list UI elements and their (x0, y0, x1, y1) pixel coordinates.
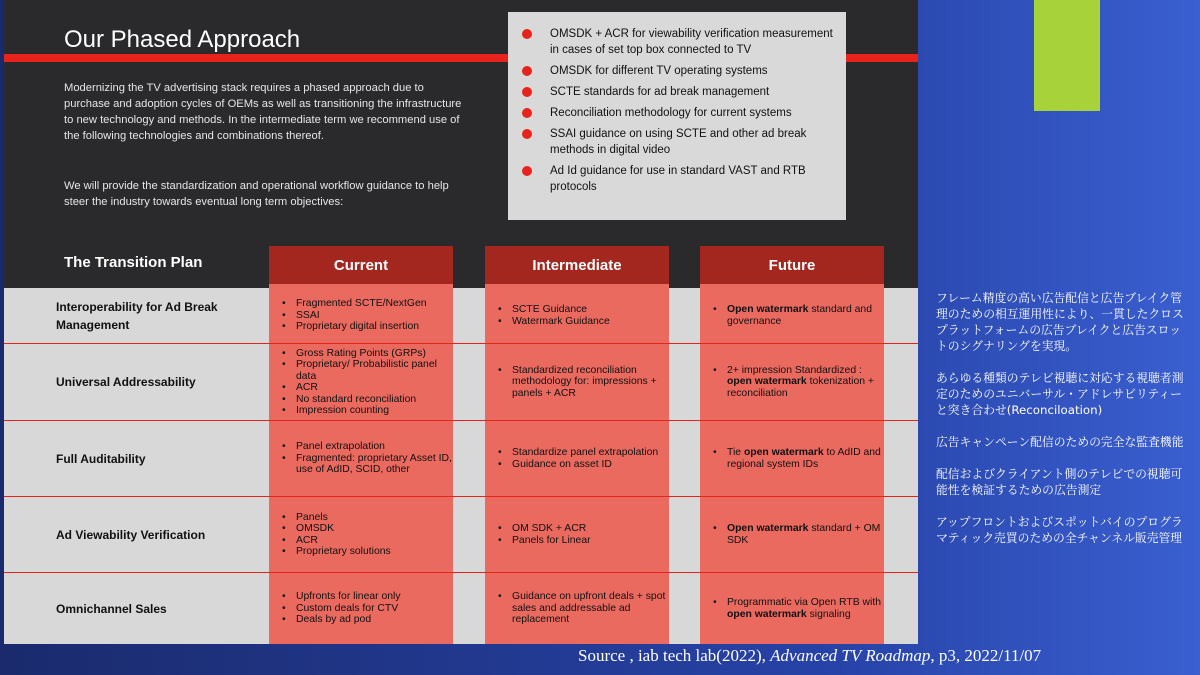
list-item: • Gross Rating Points (GRPs) (280, 348, 458, 360)
list-item: • Guidance on asset ID (496, 459, 674, 471)
list-item: • Proprietary/ Probabilistic panel data (280, 359, 458, 382)
list-item: • Watermark Guidance (496, 316, 674, 328)
jp-note: アップフロントおよびスポットバイのプログラマティック売買のための全チャンネル販売管理 (936, 515, 1183, 545)
tech-item-text: SSAI guidance on using SCTE and other ad break methods in digital video (550, 128, 807, 156)
cell-text: Tie (727, 447, 744, 458)
list-item (711, 447, 889, 470)
bullet-list (711, 597, 889, 620)
cell-text: to AdID and regional system IDs (727, 447, 881, 470)
cell-text: standard + OM SDK (727, 523, 881, 546)
table-cell-future (711, 421, 889, 496)
tech-item-text: OMSDK for different TV operating systems (550, 65, 768, 77)
red-bullet-icon (522, 129, 532, 139)
cell-text: signaling (806, 608, 851, 620)
list-item: • Impression counting (280, 405, 458, 417)
list-item (711, 365, 889, 400)
row-label: Full Auditability (56, 451, 146, 466)
table-cell-current (280, 573, 458, 644)
source-title: Advanced TV Roadmap (770, 646, 931, 665)
slide-panel (4, 0, 918, 644)
bullet-list (496, 523, 674, 546)
bullet-list (711, 523, 889, 546)
list-item: • Upfronts for linear only (280, 591, 458, 603)
red-bullet-icon (522, 108, 532, 118)
cell-text: Programmatic via Open RTB with (727, 597, 881, 608)
table-cell-intermediate (496, 497, 674, 572)
table-cell-intermediate (496, 421, 674, 496)
bullet-list (280, 348, 458, 417)
list-item: • Deals by ad pod (280, 614, 458, 626)
cell-bold-text: Open watermark (727, 304, 809, 315)
table-cell-future (711, 288, 889, 343)
table-cell-current (280, 344, 458, 420)
cell-bold-text: open watermark (727, 608, 807, 620)
bullet-list (711, 447, 889, 470)
cell-bold-text: open watermark (743, 447, 824, 458)
bullet-list (496, 304, 674, 327)
bullet-list (280, 441, 458, 476)
list-item: • ACR (280, 382, 458, 394)
bullet-list (496, 365, 674, 400)
cell-text: standard and governance (727, 304, 872, 327)
bullet-list (711, 365, 889, 400)
cell-bold-text: open watermark (727, 376, 807, 388)
transition-plan-title: The Transition Plan (64, 254, 203, 271)
source-suffix: , p3, 2022/11/07 (930, 646, 1042, 665)
jp-note: あらゆる種類のテレビ視聴に対応する視聴者測定のためのユニバーサル・アドレサビリティーと突き合わせ(Reconciloation) (936, 371, 1184, 417)
tech-item (522, 126, 836, 158)
row-label: Ad Viewability Verification (56, 527, 206, 542)
list-item: • Fragmented SCTE/NextGen (280, 298, 458, 310)
list-item: • Panel extrapolation (280, 441, 458, 453)
table-cell-intermediate (496, 573, 674, 644)
cell-bold-text: Open watermark (727, 523, 809, 534)
list-item: • Proprietary solutions (280, 546, 458, 558)
list-item: • ACR (280, 535, 458, 547)
list-item: • OM SDK + ACR (496, 523, 674, 535)
tech-item (522, 26, 836, 58)
column-header-intermediate: Intermediate (485, 246, 669, 284)
jp-note: フレーム精度の高い広告配信と広告ブレイク管理のための相互運用性により、一貫したクロスプラットフォームの広告ブレイクと広告スロットのシグナリングを実現。 (936, 291, 1184, 353)
row-label: Omnichannel Sales (56, 601, 167, 616)
tech-item-text: Reconciliation methodology for current systems (550, 107, 792, 119)
source-citation (578, 646, 1041, 666)
column-header-current: Current (269, 246, 453, 284)
table-cell-current (280, 497, 458, 572)
tech-item (522, 63, 836, 79)
bullet-list (496, 447, 674, 470)
table-cell-future (711, 573, 889, 644)
list-item (711, 523, 889, 546)
red-bullet-icon (522, 66, 532, 76)
row-label: Universal Addressability (56, 375, 196, 389)
tech-item-text: SCTE standards for ad break management (550, 86, 770, 98)
slide-title: Our Phased Approach (64, 26, 301, 53)
list-item: • Proprietary digital insertion (280, 321, 458, 333)
table-cell-intermediate (496, 288, 674, 343)
tech-item-text: Ad Id guidance for use in standard VAST and RTB protocols (550, 165, 806, 193)
red-bullet-icon (522, 166, 532, 176)
bullet-list (711, 304, 889, 327)
tech-item (522, 105, 836, 121)
list-item: • OMSDK (280, 523, 458, 535)
tech-item (522, 84, 836, 100)
bullet-list (496, 591, 674, 626)
list-item: • Panels (280, 512, 458, 524)
japanese-notes (936, 290, 1192, 562)
technologies-box (508, 12, 846, 220)
tech-item-text: OMSDK + ACR for viewability verification measurement in cases of set top box connected to TV (550, 28, 833, 56)
tech-item (522, 163, 836, 195)
bullet-list (280, 512, 458, 558)
table-cell-intermediate (496, 344, 674, 420)
list-item: • Custom deals for CTV (280, 603, 458, 615)
table-cell-future (711, 497, 889, 572)
green-accent-block (1034, 0, 1100, 111)
cell-text: tokenization + reconciliation (727, 376, 874, 399)
column-header-future: Future (700, 246, 884, 284)
intro-paragraph: Modernizing the TV advertising stack requires a phased approach due to purchase and adoption cycles of OEMs as well as transitioning the infrastructure to new technology and methods. In the intermediate term we recommend use of the following technologies and combinations thereof. (64, 82, 462, 142)
list-item (711, 597, 889, 620)
bullet-list (280, 298, 458, 333)
row-label: Interoperability for Ad Break Management (56, 299, 218, 332)
list-item: • Guidance on upfront deals + spot sales and addressable ad replacement (496, 591, 674, 626)
guidance-paragraph: We will provide the standardization and operational workflow guidance to help steer the industry towards eventual long term objectives: (64, 180, 449, 208)
table-cell-current (280, 421, 458, 496)
list-item: • SSAI (280, 310, 458, 322)
table-cell-future (711, 344, 889, 420)
table-cell-current (280, 288, 458, 343)
red-bullet-icon (522, 29, 532, 39)
jp-note: 広告キャンペーン配信のための完全な監査機能 (936, 435, 1184, 449)
source-prefix: Source , iab tech lab(2022), (578, 646, 771, 665)
jp-note: 配信およびクライアント側のテレビでの視聴可能性を検証するための広告測定 (936, 467, 1183, 497)
cell-text: 2+ impression Standardized : (727, 364, 862, 376)
list-item: • Standardized reconciliation methodology for: impressions + panels + ACR (496, 365, 674, 400)
list-item: • SCTE Guidance (496, 304, 674, 316)
red-bullet-icon (522, 87, 532, 97)
list-item (711, 304, 889, 327)
list-item: • Panels for Linear (496, 535, 674, 547)
list-item: • No standard reconciliation (280, 394, 458, 406)
list-item: • Fragmented: proprietary Asset ID, use of AdID, SCID, other (280, 453, 458, 476)
list-item: • Standardize panel extrapolation (496, 447, 674, 459)
bullet-list (280, 591, 458, 626)
